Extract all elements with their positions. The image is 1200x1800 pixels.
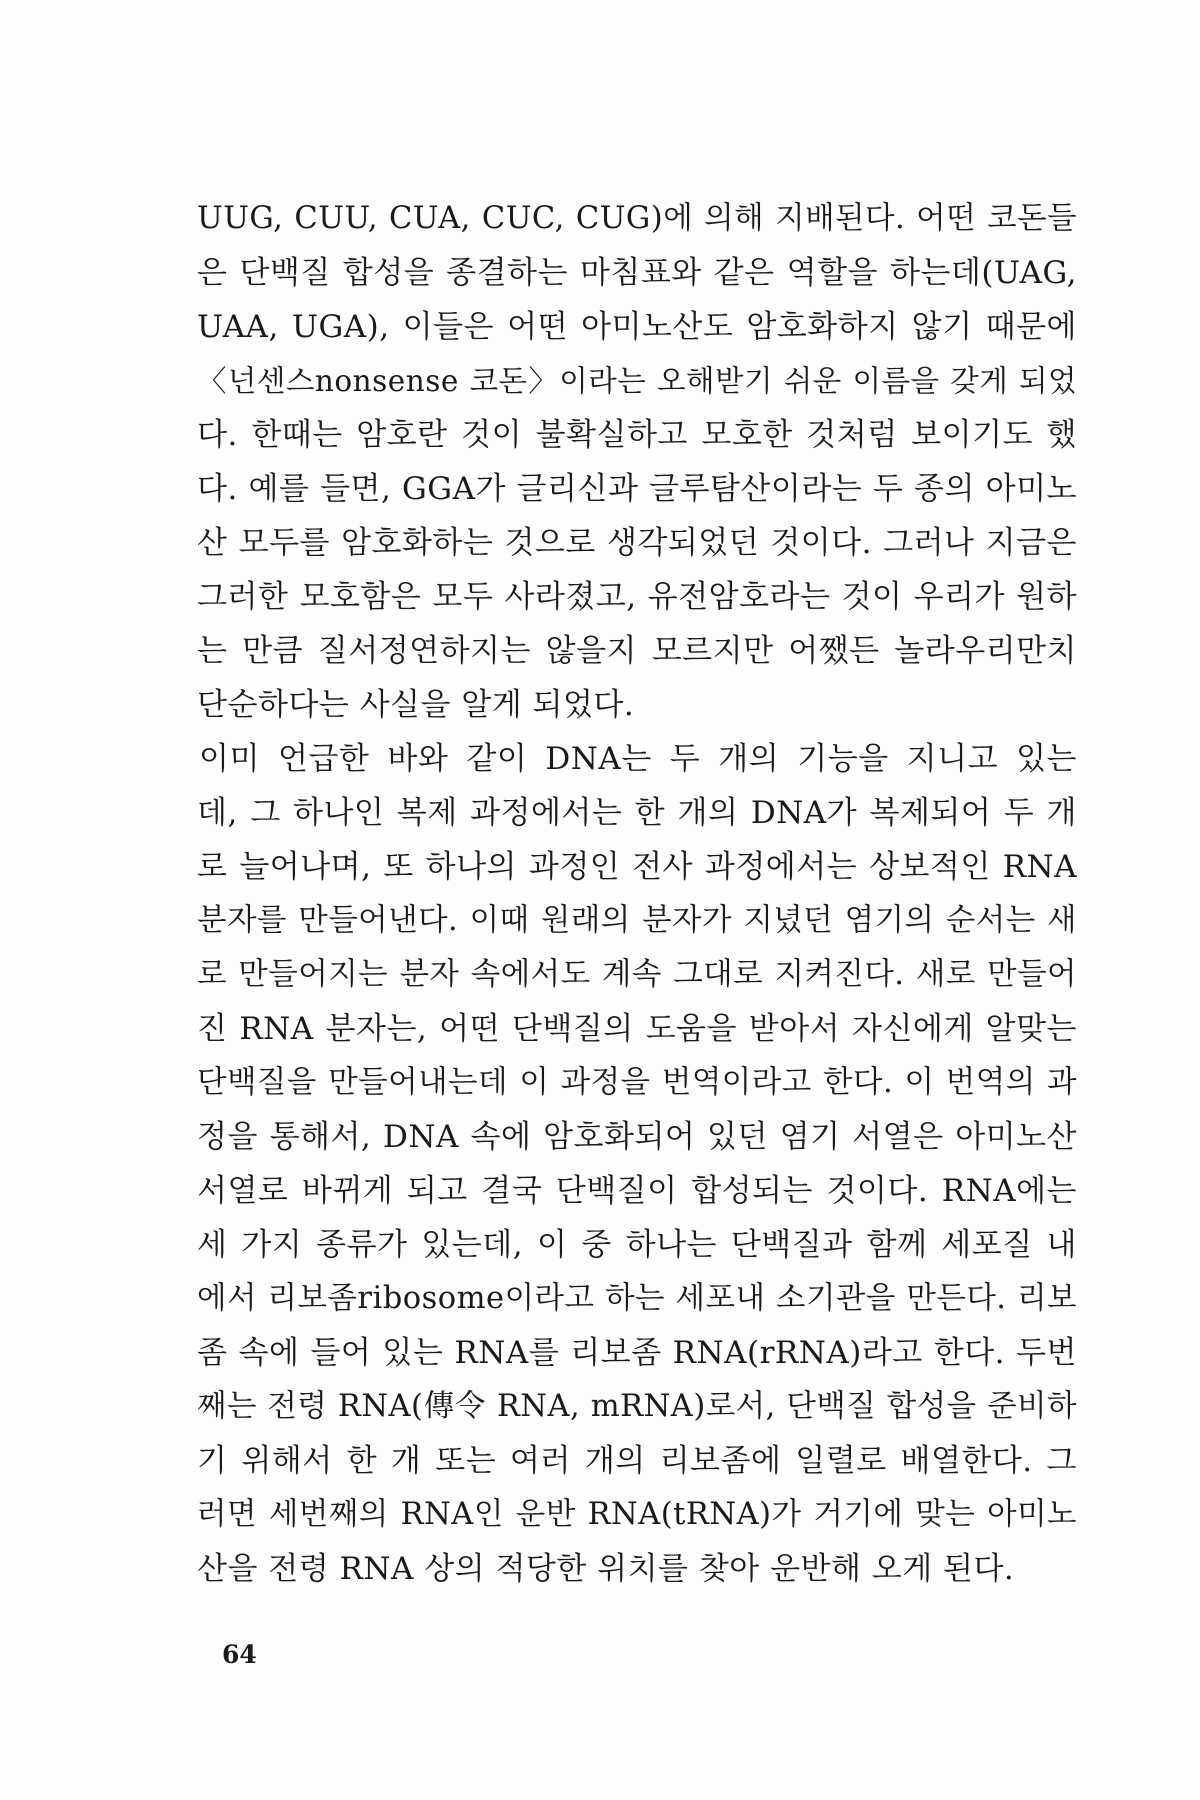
text-line: 째는 전령 RNA(傳令 RNA, mRNA)로서, 단백질 합성을 준비하 — [197, 1389, 1077, 1424]
text-line: 단백질을 만들어내는데 이 과정을 번역이라고 한다. 이 번역의 과 — [197, 1065, 1077, 1100]
text-line: 러면 세번째의 RNA인 운반 RNA(tRNA)가 거기에 맞는 아미노 — [197, 1497, 1077, 1532]
text-line: 다. 예를 들면, GGA가 글리신과 글루탐산이라는 두 종의 아미노 — [197, 471, 1077, 507]
text-line: UAA, UGA), 이들은 어떤 아미노산도 암호화하지 않기 때문에 — [197, 309, 1077, 345]
text-line: 좀 속에 들어 있는 RNA를 리보좀 RNA(rRNA)라고 한다. 두번 — [197, 1335, 1077, 1371]
text-line: 기 위해서 한 개 또는 여러 개의 리보좀에 일렬로 배열한다. 그 — [197, 1443, 1077, 1479]
text-line: 분자를 만들어낸다. 이때 원래의 분자가 지녔던 염기의 순서는 새 — [197, 903, 1077, 938]
text-line: 산을 전령 RNA 상의 적당한 위치를 찾아 운반해 오게 된다. — [197, 1551, 1015, 1587]
text-line: 〈넌센스nonsense 코돈〉이라는 오해받기 쉬운 이름을 갖게 되었 — [197, 364, 1077, 398]
text-line: 정을 통해서, DNA 속에 암호화되어 있던 염기 서열은 아미노산 — [197, 1119, 1077, 1155]
paragraph-1 — [197, 192, 1077, 732]
text-line: 그러한 모호함은 모두 사라졌고, 유전암호라는 것이 우리가 원하 — [197, 579, 1077, 615]
text-line: 산 모두를 암호화하는 것으로 생각되었던 것이다. 그러나 지금은 — [197, 525, 1077, 561]
text-line: 는 만큼 질서정연하지는 않을지 모르지만 어쨌든 놀라우리만치 — [197, 633, 1077, 669]
text-line: 진 RNA 분자는, 어떤 단백질의 도움을 받아서 자신에게 알맞는 — [197, 1011, 1077, 1047]
body-text — [197, 192, 1077, 1596]
text-line: 데, 그 하나인 복제 과정에서는 한 개의 DNA가 복제되어 두 개 — [197, 795, 1077, 831]
text-line: 서열로 바뀌게 되고 결국 단백질이 합성되는 것이다. RNA에는 — [197, 1173, 1077, 1209]
page-number: 64 — [222, 1640, 257, 1669]
text-line: 세 가지 종류가 있는데, 이 중 하나는 단백질과 함께 세포질 내 — [197, 1227, 1077, 1263]
paragraph-2 — [197, 732, 1077, 1596]
text-line: UUG, CUU, CUA, CUC, CUG)에 의해 지배된다. 어떤 코돈들 — [197, 201, 1077, 236]
text-line: 단순하다는 사실을 알게 되었다. — [197, 687, 635, 723]
text-line: 다. 한때는 암호란 것이 불확실하고 모호한 것처럼 보이기도 했 — [197, 417, 1077, 453]
text-line: 로 만들어지는 분자 속에서도 계속 그대로 지켜진다. 새로 만들어 — [197, 957, 1077, 992]
text-line: 이미 언급한 바와 같이 DNA는 두 개의 기능을 지니고 있는 — [199, 741, 1077, 777]
text-line: 로 늘어나며, 또 하나의 과정인 전사 과정에서는 상보적인 RNA — [197, 849, 1077, 885]
text-line: 은 단백질 합성을 종결하는 마침표와 같은 역할을 하는데(UAG, — [197, 255, 1077, 291]
text-line: 에서 리보좀ribosome이라고 하는 세포내 소기관을 만든다. 리보 — [197, 1281, 1077, 1316]
